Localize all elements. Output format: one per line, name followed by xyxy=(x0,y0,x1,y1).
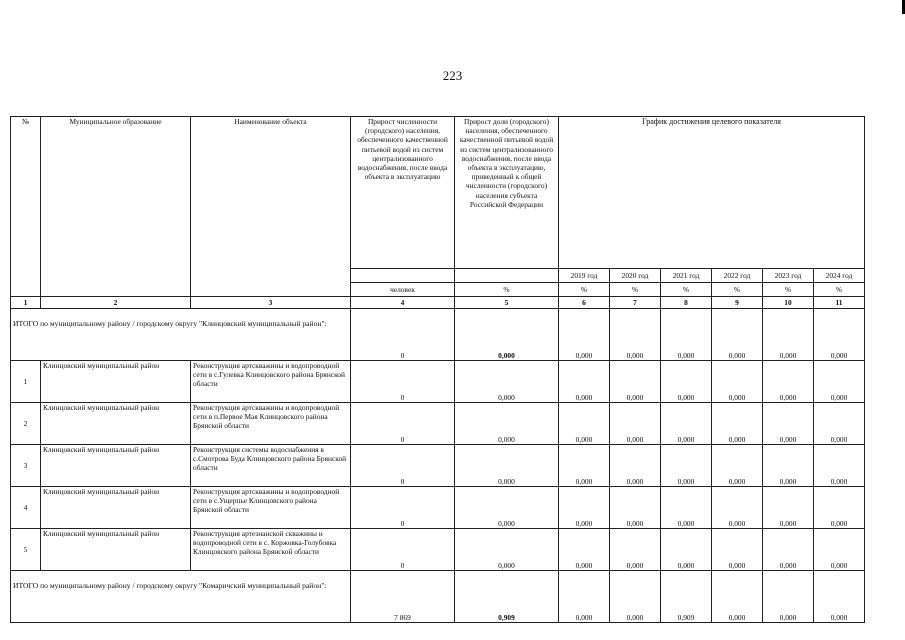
year-value: 0,000 xyxy=(763,445,814,487)
year-value: 0,000 xyxy=(814,361,865,403)
year-value: 0,000 xyxy=(610,309,661,361)
header-share-growth: Прирост доли (городского) населения, обеспеченного качественной питьевой водой из систем централизованного водоснабжения, после ввода объекта в эксплуатацию, приведенный к общей численности (городского) населения субъекта Российской Федерации xyxy=(455,117,559,269)
column-number: 11 xyxy=(814,297,865,309)
header-year: 2019 год xyxy=(559,269,610,283)
year-value: 0,000 xyxy=(763,487,814,529)
header-year: 2023 год xyxy=(763,269,814,283)
share-value: 0,000 xyxy=(455,529,559,571)
municipality-cell: Клинцовский муниципальный район xyxy=(41,487,191,529)
row-number: 4 xyxy=(11,487,41,529)
share-value: 0,000 xyxy=(455,361,559,403)
row-number: 3 xyxy=(11,445,41,487)
column-number: 2 xyxy=(41,297,191,309)
table-row xyxy=(11,445,865,487)
table-row xyxy=(11,529,865,571)
year-value: 0,000 xyxy=(712,403,763,445)
object-cell: Реконструкция артскважины и водопроводной сети в п.Первое Мая Клинцовского района Брянской области xyxy=(191,403,351,445)
people-value: 7 869 xyxy=(351,571,455,623)
column-number: 3 xyxy=(191,297,351,309)
header-municipality: Муниципальное образование xyxy=(41,117,191,297)
year-value: 0,000 xyxy=(814,403,865,445)
year-value: 0,000 xyxy=(814,445,865,487)
people-value: 0 xyxy=(351,529,455,571)
unit-percent: % xyxy=(610,283,661,297)
year-value: 0,000 xyxy=(814,529,865,571)
year-value: 0,000 xyxy=(610,487,661,529)
year-value: 0,000 xyxy=(712,445,763,487)
year-value: 0,000 xyxy=(610,529,661,571)
object-cell: Реконструкция артскважины и водопроводной сети в с.Гулевка Клинцовского района Брянской области xyxy=(191,361,351,403)
year-value: 0,000 xyxy=(661,309,712,361)
total-label: ИТОГО по муниципальному району / городскому округу "Клинцовский муниципальный район": xyxy=(11,309,351,361)
object-cell: Реконструкция артскважины и водопроводной сети в с.Ущерпье Клинцовского района Брянской области xyxy=(191,487,351,529)
share-value: 0,000 xyxy=(455,487,559,529)
unit-percent: % xyxy=(559,283,610,297)
column-number: 6 xyxy=(559,297,610,309)
column-number: 8 xyxy=(661,297,712,309)
year-value: 0,000 xyxy=(814,571,865,623)
share-value: 0,909 xyxy=(455,571,559,623)
people-value: 0 xyxy=(351,445,455,487)
header-year: 2021 год xyxy=(661,269,712,283)
year-value: 0,000 xyxy=(610,361,661,403)
share-value: 0,000 xyxy=(455,309,559,361)
unit-percent: % xyxy=(763,283,814,297)
people-value: 0 xyxy=(351,309,455,361)
year-value: 0,000 xyxy=(763,309,814,361)
people-value: 0 xyxy=(351,361,455,403)
year-value: 0,000 xyxy=(559,529,610,571)
header-population-growth: Прирост численности (городского) населения, обеспеченного качественной питьевой водой из систем централизованного водоснабжения, после ввода объекта в эксплуатацию xyxy=(351,117,455,269)
year-value: 0,000 xyxy=(814,309,865,361)
column-number: 4 xyxy=(351,297,455,309)
unit-percent: % xyxy=(455,283,559,297)
header-schedule: График достижения целевого показателя xyxy=(559,117,865,269)
year-value: 0,000 xyxy=(661,361,712,403)
year-value: 0,000 xyxy=(559,403,610,445)
municipality-cell: Клинцовский муниципальный район xyxy=(41,445,191,487)
year-value: 0,909 xyxy=(661,571,712,623)
municipality-cell: Клинцовский муниципальный район xyxy=(41,361,191,403)
column-number: 9 xyxy=(712,297,763,309)
year-value: 0,000 xyxy=(661,403,712,445)
unit-people: человек xyxy=(351,283,455,297)
object-cell: Реконструкция артезианской скважины и водопроводной сети в с. Коржовка-Голубовка Клинцовского района Брянской области xyxy=(191,529,351,571)
row-number: 5 xyxy=(11,529,41,571)
table-row xyxy=(11,403,865,445)
header-year: 2022 год xyxy=(712,269,763,283)
people-value: 0 xyxy=(351,487,455,529)
year-value: 0,000 xyxy=(763,403,814,445)
total-row xyxy=(11,571,865,623)
table-row xyxy=(11,487,865,529)
row-number: 1 xyxy=(11,361,41,403)
year-value: 0,000 xyxy=(814,487,865,529)
year-value: 0,000 xyxy=(712,487,763,529)
share-value: 0,000 xyxy=(455,403,559,445)
year-value: 0,000 xyxy=(559,361,610,403)
unit-percent: % xyxy=(712,283,763,297)
header-num: № xyxy=(11,117,41,297)
year-value: 0,000 xyxy=(763,361,814,403)
year-value: 0,000 xyxy=(661,529,712,571)
year-value: 0,000 xyxy=(559,571,610,623)
header-year: 2024 год xyxy=(814,269,865,283)
object-cell: Реконструкция системы водоснабжения в с.Смотрова Буда Клинцовского района Брянской области xyxy=(191,445,351,487)
year-value: 0,000 xyxy=(610,445,661,487)
year-value: 0,000 xyxy=(661,445,712,487)
total-label: ИТОГО по муниципальному району / городскому округу "Комаричский муниципальный район": xyxy=(11,571,351,623)
column-number: 1 xyxy=(11,297,41,309)
year-value: 0,000 xyxy=(559,487,610,529)
total-row xyxy=(11,309,865,361)
year-value: 0,000 xyxy=(661,487,712,529)
column-number: 5 xyxy=(455,297,559,309)
people-value: 0 xyxy=(351,403,455,445)
unit-percent: % xyxy=(661,283,712,297)
year-value: 0,000 xyxy=(610,403,661,445)
year-value: 0,000 xyxy=(559,445,610,487)
municipality-cell: Клинцовский муниципальный район xyxy=(41,529,191,571)
unit-percent: % xyxy=(814,283,865,297)
year-value: 0,000 xyxy=(559,309,610,361)
year-value: 0,000 xyxy=(712,529,763,571)
share-value: 0,000 xyxy=(455,445,559,487)
row-number: 2 xyxy=(11,403,41,445)
table-row xyxy=(11,361,865,403)
column-number: 10 xyxy=(763,297,814,309)
header-object: Наименование объекта xyxy=(191,117,351,297)
year-value: 0,000 xyxy=(610,571,661,623)
year-value: 0,000 xyxy=(712,309,763,361)
column-number: 7 xyxy=(610,297,661,309)
target-indicator-table xyxy=(10,116,865,623)
year-value: 0,000 xyxy=(763,571,814,623)
year-value: 0,000 xyxy=(712,361,763,403)
year-value: 0,000 xyxy=(763,529,814,571)
header-year: 2020 год xyxy=(610,269,661,283)
year-value: 0,000 xyxy=(712,571,763,623)
page-number: 223 xyxy=(442,68,463,83)
municipality-cell: Клинцовский муниципальный район xyxy=(41,403,191,445)
